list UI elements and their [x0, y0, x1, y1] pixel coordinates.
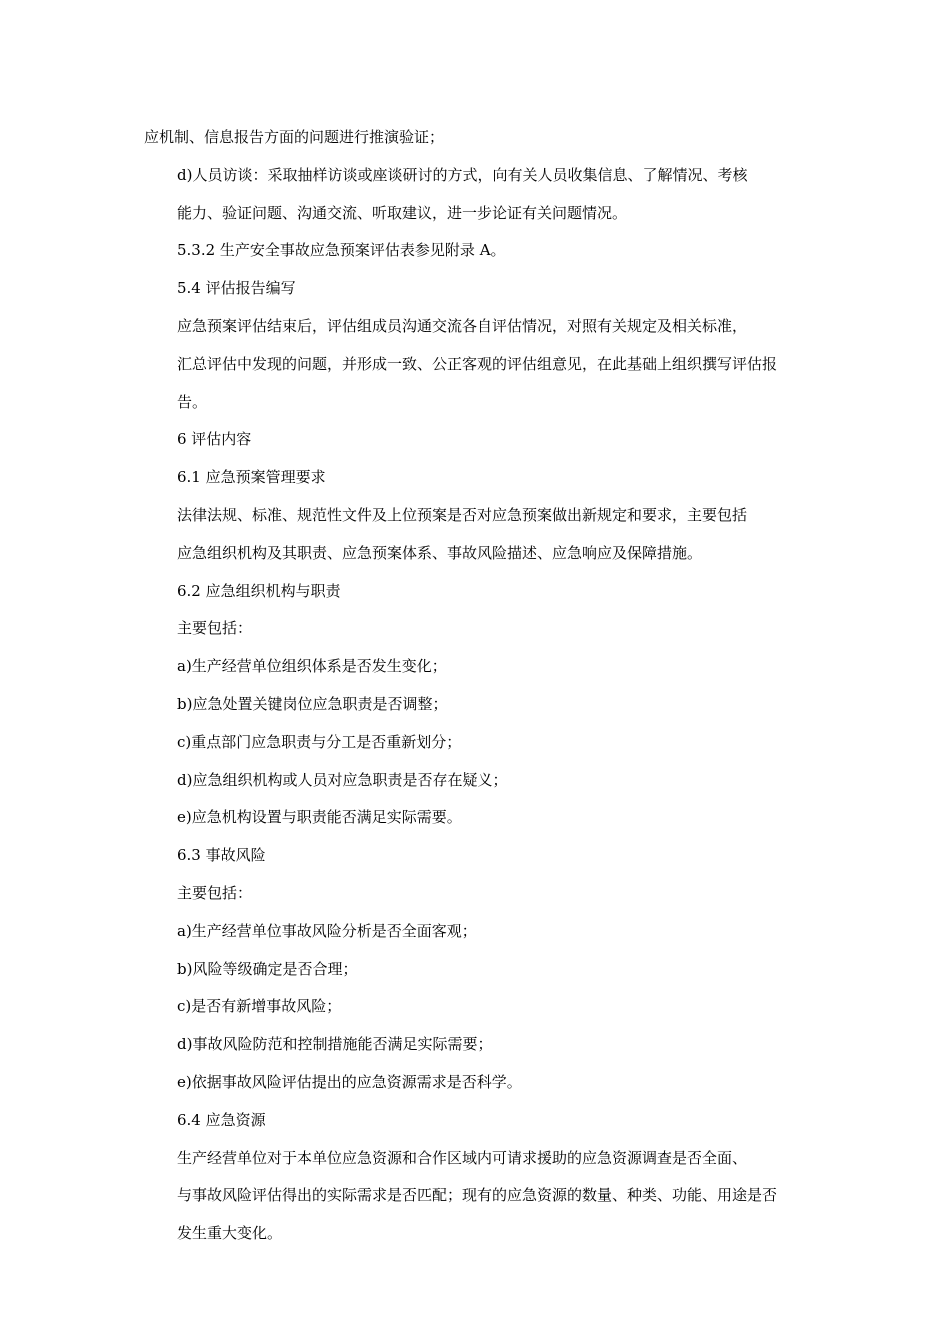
text-line: 主要包括： [177, 619, 253, 638]
text-line: 5.4 评估报告编写 [177, 279, 296, 298]
text-line: b)应急处置关键岗位应急职责是否调整； [177, 694, 448, 713]
paragraph [144, 1140, 808, 1253]
text-line: b)风险等级确定是否合理； [177, 959, 358, 978]
paragraph [144, 988, 808, 1026]
paragraph [144, 724, 808, 762]
paragraph [144, 913, 808, 951]
paragraph [144, 232, 808, 270]
text-line: 告。 [177, 392, 208, 411]
text-line: 汇总评估中发现的问题，并形成一致、公正客观的评估组意见，在此基础上组织撰写评估报 [177, 354, 778, 373]
text-line: 6.2 应急组织机构与职责 [177, 581, 341, 600]
paragraph [144, 497, 808, 573]
text-line: d)事故风险防范和控制措施能否满足实际需要； [177, 1035, 493, 1054]
paragraph [144, 1064, 808, 1102]
text-line: c)是否有新增事故风险； [177, 997, 342, 1016]
text-line: 应急预案评估结束后，评估组成员沟通交流各自评估情况，对照有关规定及相关标准， [177, 316, 748, 335]
paragraph [144, 119, 808, 157]
text-line: 6.1 应急预案管理要求 [177, 468, 326, 487]
paragraph [144, 686, 808, 724]
text-line: e)依据事故风险评估提出的应急资源需求是否科学。 [177, 1072, 522, 1091]
text-line: d)人员访谈：采取抽样访谈或座谈研讨的方式，向有关人员收集信息、了解情况、考核 [177, 165, 748, 184]
paragraph [144, 648, 808, 686]
text-line: 5.3.2 生产安全事故应急预案评估表参见附录 A。 [177, 241, 506, 260]
text-line: 6.3 事故风险 [177, 846, 266, 865]
text-line: 应急组织机构及其职责、应急预案体系、事故风险描述、应急响应及保障措施。 [177, 543, 703, 562]
text-line: 能力、验证问题、沟通交流、听取建议，进一步论证有关问题情况。 [177, 203, 628, 222]
paragraph [144, 1102, 808, 1140]
paragraph [144, 270, 808, 308]
paragraph [144, 951, 808, 989]
document-body [144, 119, 808, 1253]
text-line: 法律法规、标准、规范性文件及上位预案是否对应急预案做出新规定和要求，主要包括 [177, 505, 748, 524]
paragraph [144, 573, 808, 611]
paragraph [144, 157, 808, 233]
paragraph [144, 762, 808, 800]
paragraph [144, 610, 808, 648]
paragraph [144, 799, 808, 837]
text-line: 与事故风险评估得出的实际需求是否匹配；现有的应急资源的数量、种类、功能、用途是否 [177, 1186, 778, 1205]
text-line: e)应急机构设置与职责能否满足实际需要。 [177, 808, 462, 827]
paragraph [144, 421, 808, 459]
text-line: a)生产经营单位事故风险分析是否全面客观； [177, 921, 477, 940]
paragraph [144, 459, 808, 497]
text-line: 主要包括： [177, 883, 253, 902]
text-line: 6 评估内容 [177, 430, 252, 449]
text-line: d)应急组织机构或人员对应急职责是否存在疑义； [177, 770, 508, 789]
paragraph [144, 875, 808, 913]
text-line: 生产经营单位对于本单位应急资源和合作区域内可请求援助的应急资源调查是否全面、 [177, 1148, 748, 1167]
text-line: 6.4 应急资源 [177, 1110, 266, 1129]
text-line: c)重点部门应急职责与分工是否重新划分； [177, 732, 462, 751]
paragraph [144, 308, 808, 421]
text-line: 应机制、信息报告方面的问题进行推演验证； [144, 128, 445, 146]
text-line: 发生重大变化。 [177, 1224, 283, 1243]
text-line: a)生产经营单位组织体系是否发生变化； [177, 657, 447, 676]
paragraph [144, 837, 808, 875]
paragraph [144, 1026, 808, 1064]
